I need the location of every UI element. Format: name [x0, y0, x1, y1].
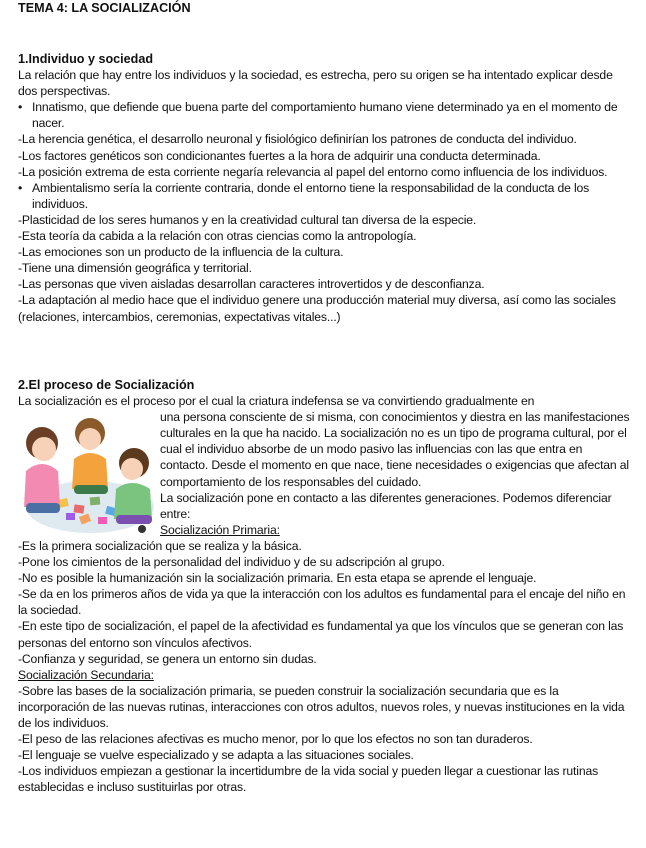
bullet-icon: • [18, 100, 23, 115]
section-individuo-sociedad [18, 51, 630, 325]
list-item: -Las personas que viven aisladas desarrollan caracteres introvertidos y de desconfianza. [18, 277, 485, 292]
list-item: -Pone los cimientos de la personalidad del individuo y de su adscripción al grupo. [18, 555, 445, 570]
list-item: -Los factores genéticos son condicionantes fuertes a la hora de adquirir una conducta determinada. [18, 148, 541, 163]
list-item: -La herencia genética, el desarrollo neuronal y fisiológico definirían los patrones de conducta del individuo. [18, 132, 577, 147]
subsection-heading-secundaria: Socialización Secundaria: [18, 667, 154, 682]
list-item: -Es la primera socialización que se realiza y la básica. [18, 538, 302, 553]
paragraph: La socialización pone en contacto a las diferentes generaciones. Podemos diferenciar entre: [160, 490, 612, 521]
list-item: -Tiene una dimensión geográfica y territorial. [18, 261, 252, 276]
bullet-item: • Ambientalismo sería la corriente contraria, donde el entorno tiene la responsabilidad de la conducta de los individuos. [18, 180, 590, 211]
list-item: -Plasticidad de los seres humanos y en la creatividad cultural tan diversa de la especie. [18, 212, 477, 227]
bullet-icon: • [18, 180, 23, 195]
list-item: -Sobre las bases de la socialización primaria, se pueden construir la socialización secundaria que es la incorporación de las nuevas rutinas, interacciones con otros adultos, nuevos roles, y nuevas instituciones en la vida de los individuos. [18, 683, 625, 730]
children-playing-illustration [18, 411, 158, 537]
paragraph: La socialización es el proceso por el cual la criatura indefensa se va convirtiendo gradualmente en [18, 394, 535, 409]
wrapped-text-block [160, 409, 630, 538]
paragraph: una persona consciente de si misma, con conocimientos y diestra en las manifestaciones culturales en la que ha nacido. La socialización no es un tipo de programa cultural, por el cual el individuo absorbe de un modo pasivo las influencias con las que entra en contacto. Desde el momento en que nace, tiene necesidades o exigencias que afectan al comportamiento de los responsables del cuidado. [160, 410, 630, 489]
list-item: -Confianza y seguridad, se genera un entorno sin dudas. [18, 651, 317, 666]
subsection-heading-primaria: Socialización Primaria: [160, 522, 280, 537]
list-item: -En este tipo de socialización, el papel de la afectividad es fundamental ya que los vínculos que se generan con las personas del entorno son vínculos afectivos. [18, 619, 624, 650]
list-item: -Se da en los primeros años de vida ya que la interacción con los adultos es fundamental para el encaje del niño en la sociedad. [18, 587, 626, 618]
list-item: -Las emociones son un producto de la influencia de la cultura. [18, 245, 344, 260]
section-heading: 2.El proceso de Socialización [18, 378, 195, 392]
list-item: -La posición extrema de esta corriente negaría relevancia al papel del entorno como influencia de los individuos. [18, 164, 608, 179]
list-item: -No es posible la humanización sin la socialización primaria. En esta etapa se aprende el lenguaje. [18, 571, 537, 586]
paragraph: La relación que hay entre los individuos y la sociedad, es estrecha, pero su origen se ha intentado explicar desde dos perspectivas. [18, 68, 613, 99]
document-title: TEMA 4: LA SOCIALIZACIÓN [18, 1, 191, 15]
section-proceso-socializacion [18, 377, 630, 795]
list-item: -El peso de las relaciones afectivas es mucho menor, por lo que los efectos no son tan duraderos. [18, 732, 533, 747]
list-item: -Los individuos empiezan a gestionar la incertidumbre de la vida social y pueden llegar a cuestionar las rutinas establecidas e incluso sustituirlas por otras. [18, 764, 599, 795]
bullet-item: • Innatismo, que defiende que buena parte del comportamiento humano viene determinado ya en el momento de nacer. [18, 100, 618, 131]
list-item: -Esta teoría da cabida a la relación con otras ciencias como la antropología. [18, 229, 417, 244]
section-heading: 1.Individuo y sociedad [18, 52, 154, 66]
list-item: -La adaptación al medio hace que el individuo genere una producción material muy diversa, así como las sociales (relaciones, intercambios, ceremonias, expectativas vitales...) [18, 293, 616, 324]
list-item: -El lenguaje se vuelve especializado y se adapta a las situaciones sociales. [18, 748, 414, 763]
